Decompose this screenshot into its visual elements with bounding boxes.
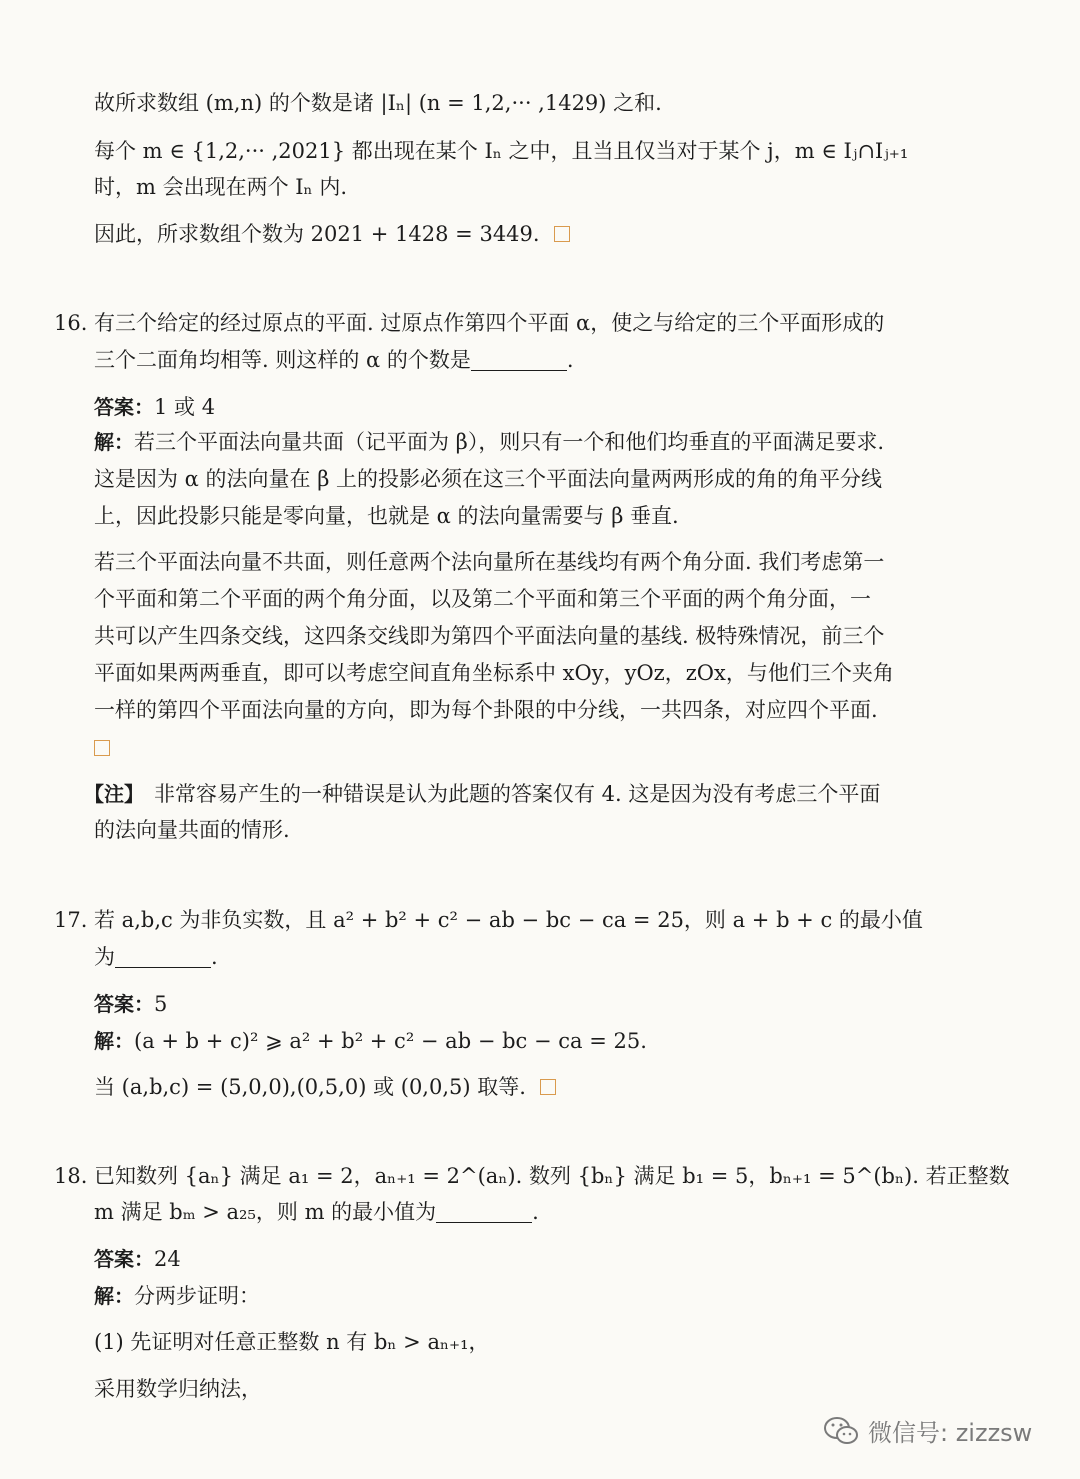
solution-line: 个平面和第二个平面的两个角分面，以及第二个平面和第三个平面的两个角分面，一	[94, 587, 871, 611]
problem-text: 三个二面角均相等. 则这样的 α 的个数是 .	[94, 348, 574, 372]
solution-line: 若三个平面法向量不共面，则任意两个法向量所在基线均有两个角分面. 我们考虑第一	[94, 550, 885, 574]
wechat-icon	[822, 1415, 860, 1447]
note-line: 的法向量共面的情形.	[94, 818, 290, 842]
answer-value: 24	[154, 1247, 181, 1271]
note-label: 【注】	[84, 782, 144, 806]
answer-blank	[471, 348, 567, 371]
solution-line: 平面如果两两垂直，即可以考虑空间直角坐标系中 xOy，yOz，zOx，与他们三个夹角	[94, 661, 894, 685]
solution-line: 上，因此投影只能是零向量，也就是 α 的法向量需要与 β 垂直.	[94, 504, 679, 528]
problem-text: 若 a,b,c 为非负实数，且 a² + b² + c² − ab − bc − ca = 25，则 a + b + c 的最小值	[94, 908, 923, 932]
text-line: 每个 m ∈ {1,2,··· ,2021} 都出现在某个 Iₙ 之中，且当且仅当对于某个 j，m ∈ Iⱼ∩Iⱼ₊₁	[94, 139, 909, 163]
qed-square-icon	[94, 740, 110, 756]
answer-label: 答案：	[94, 992, 154, 1016]
note-line: 【注】 非常容易产生的一种错误是认为此题的答案仅有 4. 这是因为没有考虑三个平面	[84, 782, 881, 806]
solution-line: 解：(a + b + c)² ⩾ a² + b² + c² − ab − bc − ca = 25.	[94, 1029, 647, 1053]
solution-line: 解：分两步证明：	[94, 1284, 260, 1308]
conclusion-text: 因此，所求数组个数为 2021 + 1428 = 3449.	[94, 222, 540, 246]
answer-blank	[115, 945, 211, 968]
problem-text: m 满足 bₘ > a₂₅，则 m 的最小值为 .	[94, 1200, 539, 1224]
answer-label: 答案：	[94, 395, 154, 419]
solution-line: 解：若三个平面法向量共面（记平面为 β），则只有一个和他们均垂直的平面满足要求.	[94, 430, 884, 454]
qed-square-icon	[540, 1079, 556, 1095]
text-line: 故所求数组 (m,n) 的个数是诸 |Iₙ| (n = 1,2,··· ,1429) 之和.	[94, 91, 662, 115]
problem-number: 18.	[54, 1164, 88, 1188]
answer-line	[94, 392, 215, 422]
solution-line: 一样的第四个平面法向量的方向，即为每个卦限的中分线，一共四条，对应四个平面.	[94, 698, 878, 722]
problem-text: 为 .	[94, 945, 218, 969]
solution-line: (1) 先证明对任意正整数 n 有 bₙ > aₙ₊₁，	[94, 1330, 490, 1354]
problem-number: 17.	[54, 908, 88, 932]
solution-line: 当 (a,b,c) = (5,0,0),(0,5,0) 或 (0,0,5) 取等.	[94, 1072, 556, 1102]
answer-line	[94, 1244, 181, 1274]
answer-blank	[436, 1200, 532, 1223]
watermark	[822, 1413, 1032, 1448]
problem-text: 有三个给定的经过原点的平面. 过原点作第四个平面 α，使之与给定的三个平面形成的	[94, 311, 885, 335]
answer-line	[94, 989, 167, 1019]
answer-label: 答案：	[94, 1247, 154, 1271]
answer-value: 1 或 4	[154, 395, 216, 419]
solution-label: 解：	[94, 1284, 134, 1308]
solution-label: 解：	[94, 430, 134, 454]
problem-text: 已知数列 {aₙ} 满足 a₁ = 2，aₙ₊₁ = 2^(aₙ). 数列 {bₙ} 满足 b₁ = 5，bₙ₊₁ = 5^(bₙ). 若正整数	[94, 1164, 1010, 1188]
solution-line: 这是因为 α 的法向量在 β 上的投影必须在这三个平面法向量两两形成的角的角平分线	[94, 467, 883, 491]
qed-square-icon	[554, 226, 570, 242]
text-line	[94, 219, 570, 249]
text-line: 时，m 会出现在两个 Iₙ 内.	[94, 175, 347, 199]
solution-line: 共可以产生四条交线，这四条交线即为第四个平面法向量的基线. 极特殊情况，前三个	[94, 624, 885, 648]
solution-label: 解：	[94, 1029, 134, 1053]
qed-line	[94, 733, 110, 763]
watermark-text: 微信号: zizzsw	[868, 1419, 1033, 1447]
problem-number: 16.	[54, 311, 88, 335]
solution-line: 采用数学归纳法，	[94, 1377, 262, 1401]
answer-value: 5	[154, 992, 168, 1016]
